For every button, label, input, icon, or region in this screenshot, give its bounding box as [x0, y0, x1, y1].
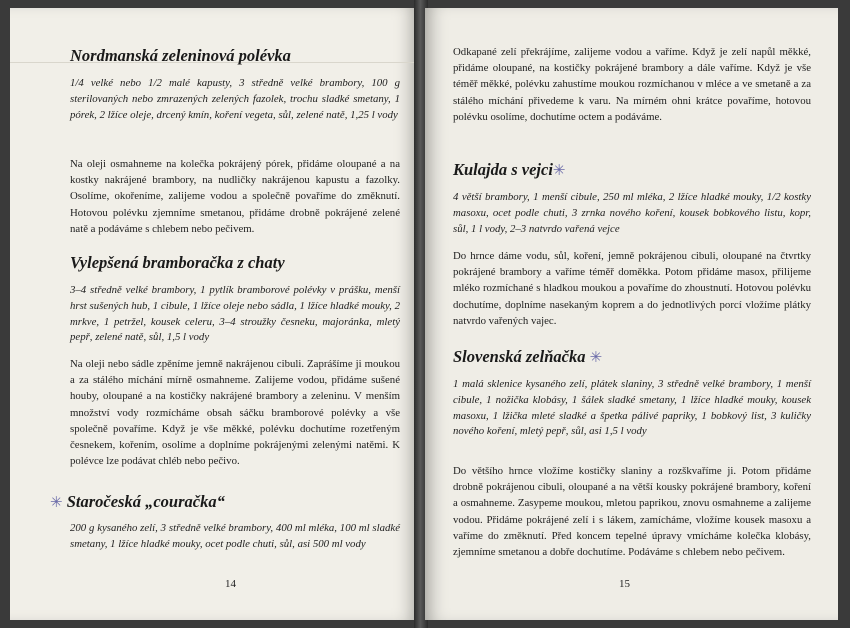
- recipe-title: Kulajda s vejci: [453, 160, 553, 179]
- page-number: 15: [619, 578, 630, 590]
- recipe-title: Vylepšená bramboračka z chaty: [70, 253, 285, 272]
- left-page: [10, 8, 417, 620]
- recipe-ingredients: 1/4 velké nebo 1/2 malé kapusty, 3 středně velké brambory, 100 g sterilovaných nebo zmrazených zelených fazolek, trochu sladké smetany, 1 pórek, 2 lžíce oleje, drcený kmín, koření vegeta, sůl, zelené natě, 1,25 l vody: [70, 77, 400, 121]
- recipe-bramboracka: [70, 253, 400, 273]
- recipe-ingredients: 1 malá sklenice kysaného zelí, plátek slaniny, 3 středně velké brambory, 1 menší cibule, 1 nožička klobásy, 1 šálek sladké smetany, 1 lžíce hladké mouky, kousek masoxu, 1 lžička mleté sladké a špetka pálivé papriky, 1 bobkový list, 3 kuličky nového koření, mletý pepř, sůl, asi 1,5 l vody: [453, 378, 811, 438]
- recipe-ingredients: 3–4 středně velké brambory, 1 pytlík bramborové polévky v prášku, menší hrst sušených hub, 1 cibule, 1 lžíce oleje nebo sádla, 1 lžíce hladké mouky, 2 mrkve, 1 petržel, kousek celeru, 3–4 stroužky česneku, majoránka, mletý pepř, zelené natě, sůl, 1,5 l vody: [70, 284, 400, 344]
- recipe-ingredients: 200 g kysaného zelí, 3 středně velké brambory, 400 ml mléka, 100 ml sladké smetany, 1 lžíce hladké mouky, ocet podle chuti, sůl, asi 500 ml vody: [70, 522, 400, 550]
- recipe-title: Nordmanská zeleninová polévka: [70, 46, 291, 65]
- recipe-method: Do většího hrnce vložíme kostičky slaniny a rozškvaříme ji. Potom přidáme drobně pokrájenou cibuli, oloupané a na větší kousky pokrájené brambory, koření a osmahneme. Zasypeme moukou, mletou paprikou, znovu osmahneme a zalijeme vodou. Přidáme pokrájené zelí i s lákem, zamícháme, vložíme kousek masoxu a vaříme do změknutí. Před koncem tepelné úpravy vmícháme kolečka klobásy, zjemníme smetanou a dobře dochutíme. Podáváme s chlebem nebo pečivem.: [453, 465, 811, 559]
- recipe-method: Do hrnce dáme vodu, sůl, koření, jemně pokrájenou cibuli, oloupané na čtvrtky pokrájené brambory a vaříme téměř doměkka. Potom přidáme masox, přilijeme mléko rozmíchané s hladkou moukou a povaříme do zhoustnutí. Hotovou polévku dochutíme, doplníme nasekaným koprem a do jednotlivých porcí vložíme plátky natvrdo vařených vajec.: [453, 250, 811, 327]
- recipe-zelnacka: [453, 347, 811, 367]
- recipe-kulajda: [453, 160, 811, 180]
- recipe-method: Na oleji nebo sádle zpěníme jemně nakrájenou cibuli. Zaprášíme ji moukou a za stálého míchání mírně osmahneme. Zalijeme vodou, přidáme sušené houby, oloupané a na kostičky nakrájené brambory a zeleninu. V menším množství vody rozmícháme obsah sáčku bramborové polévky a vše společně povaříme. Když je vše měkké, polévku dochutíme rozetřeným česnekem, kořením, osolíme a doplníme pokrájenými zelenými natěmi. K polévce lze podávat chléb nebo pečivo.: [70, 358, 400, 468]
- recipe-method: Na oleji osmahneme na kolečka pokrájený pórek, přidáme oloupané a na kostky nakrájené brambory, na nudličky nakrájenou kapustu a fazolky. Osolíme, okořeníme, zalijeme vodou a společně povaříme do změknutí. Hotovou polévku zjemníme smetanou, přidáme drobně pokrájené zelené natě a podáváme s chlebem nebo pečivem.: [70, 158, 400, 235]
- star-icon: ✳: [50, 495, 63, 511]
- recipe-nordmanska: [70, 46, 400, 66]
- recipe-couracka: [50, 492, 400, 512]
- recipe-method: Odkapané zelí překrájíme, zalijeme vodou a vaříme. Když je zelí napůl měkké, přidáme oloupané, na kostičky pokrájené brambory a dále vaříme. Když je vše téměř měkké, polévku zahustíme moukou rozmíchanou v mléce a ve smetaně a za stálého míchání přivedeme k varu. Na mírném ohni krátce povaříme, hotovou polévku osolíme, dochutíme octem a podáváme.: [453, 46, 811, 123]
- page-number: 14: [225, 578, 236, 590]
- star-icon: ✳: [552, 163, 566, 179]
- recipe-title: Staročeská „couračka“: [66, 492, 225, 511]
- recipe-ingredients: 4 větší brambory, 1 menší cibule, 250 ml mléka, 2 lžíce hladké mouky, 1/2 kostky masoxu, ocet podle chuti, 3 zrnka nového koření, kousek bobkového listu, kopr, sůl, 1 l vody, 2–3 natvrdo vařená vejce: [453, 191, 811, 235]
- star-icon: ✳: [589, 350, 603, 366]
- recipe-title: Slovenská zelňačka: [453, 347, 586, 366]
- right-page: [425, 8, 838, 620]
